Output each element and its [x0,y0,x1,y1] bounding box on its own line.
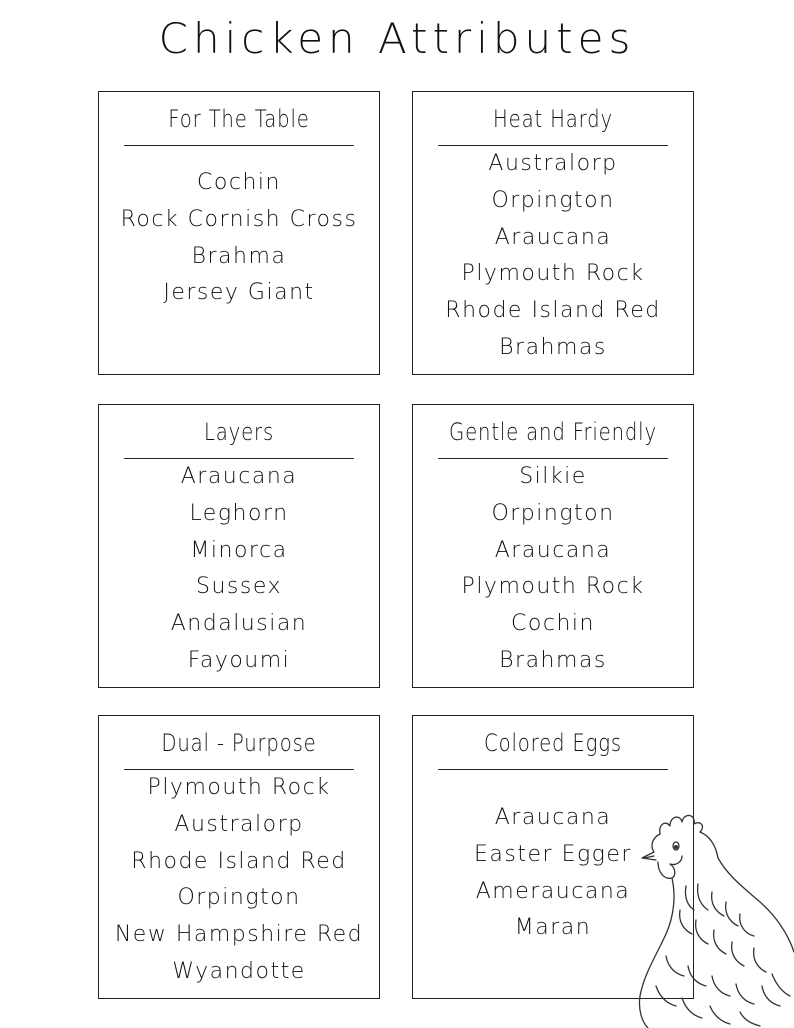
breed-item: Silkie [519,464,587,489]
breed-item: Plymouth Rock [147,775,331,800]
breed-item: Rock Cornish Cross [120,206,358,232]
breed-item: Brahmas [499,647,607,673]
breed-item: Rhode Island Red [131,848,347,874]
breed-item: Ameraucana [475,878,631,904]
box-heading: For The Table [124,92,354,146]
category-box-for-the-table [98,91,380,375]
breed-item: Cochin [197,170,281,195]
breed-list [99,146,379,312]
breed-item: Minorca [190,537,288,563]
box-heading: Layers [124,405,354,459]
breed-item: Brahma [191,243,287,269]
category-box-heat-hardy [412,91,694,375]
breed-item: Easter Egger [474,841,632,867]
breed-list [99,770,379,991]
breed-item: Brahmas [499,334,607,360]
breed-item: Fayoumi [187,647,291,673]
category-box-dual-purpose [98,715,380,999]
breed-item: Araucana [180,464,298,489]
breed-item: Maran [514,915,592,941]
category-box-layers [98,404,380,688]
box-heading: Heat Hardy [438,92,668,146]
breed-item: Orpington [491,500,615,526]
breed-list [413,459,693,680]
breed-item: Araucana [494,805,612,830]
breed-item: Wyandotte [172,958,306,984]
breed-item: Plymouth Rock [461,574,645,600]
breed-item: Leghorn [189,500,289,526]
breed-item: Rhode Island Red [445,298,661,324]
breed-item: Andalusian [170,611,308,637]
breed-item: Australorp [174,811,304,837]
breed-list [413,146,693,367]
box-heading: Gentle and Friendly [438,405,668,459]
breed-item: Orpington [491,187,615,213]
box-heading: Colored Eggs [438,716,668,770]
breed-item: Plymouth Rock [461,261,645,287]
breed-item: Sussex [196,574,282,600]
breed-item: Orpington [177,885,301,911]
box-heading: Dual - Purpose [124,716,354,770]
breed-list [99,459,379,680]
breed-item: Jersey Giant [163,280,315,306]
breed-item: Araucana [494,224,612,250]
breed-item: Australorp [488,151,618,176]
category-box-gentle-and-friendly [412,404,694,688]
breed-item: Cochin [511,611,595,637]
chicken-illustration [636,806,794,1028]
breed-item: Araucana [494,537,612,563]
breed-item: New Hampshire Red [114,922,364,948]
page-title: Chicken Attributes [158,14,636,63]
